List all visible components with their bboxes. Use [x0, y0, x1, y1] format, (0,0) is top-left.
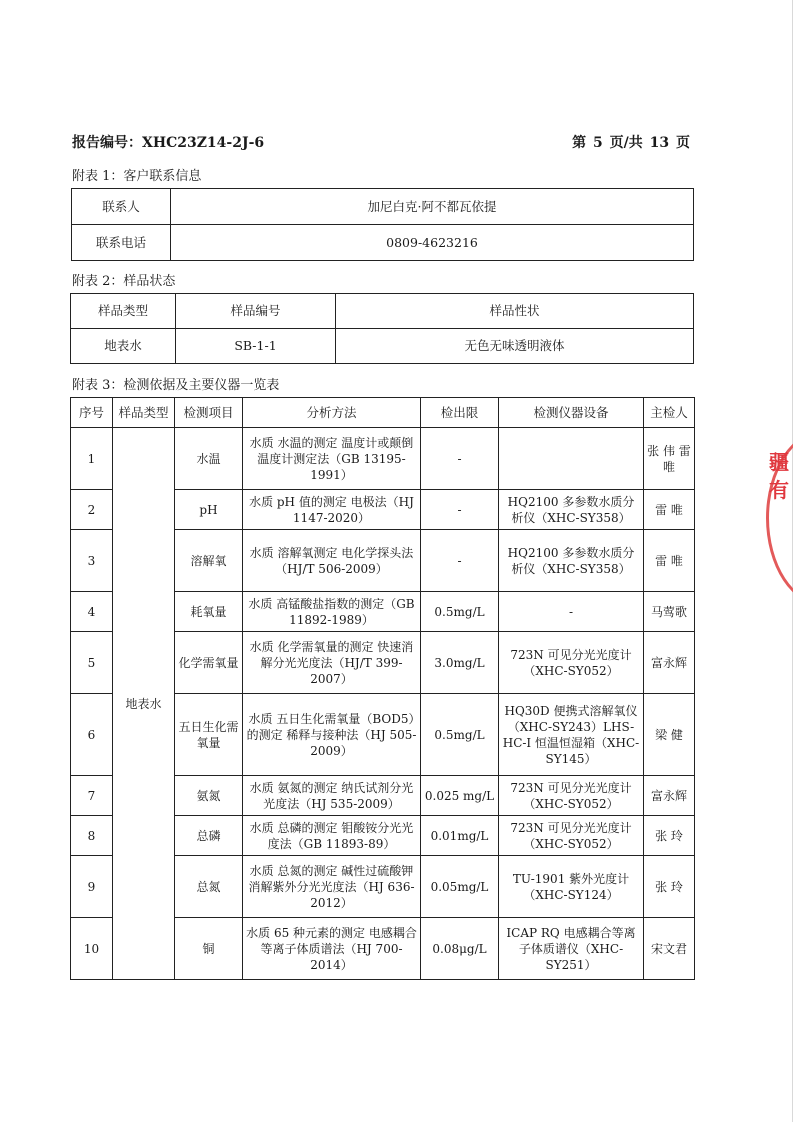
row-inspector: 雷 唯 — [644, 530, 695, 592]
header-sample-id: 样品编号 — [176, 294, 336, 329]
row-no: 4 — [71, 592, 113, 632]
row-item: pH — [175, 490, 243, 530]
header-no: 序号 — [71, 398, 113, 428]
row-instrument: ICAP RQ 电感耦合等离子体质谱仪（XHC-SY251） — [499, 918, 644, 980]
header-sample-type: 样品类型 — [113, 398, 175, 428]
row-item: 氨氮 — [175, 776, 243, 816]
methods-table — [70, 397, 695, 980]
row-method: 水质 总磷的测定 钼酸铵分光光度法（GB 11893-89） — [243, 816, 421, 856]
row-instrument: 723N 可见分光光度计（XHC-SY052） — [499, 632, 644, 694]
row-inspector: 梁 健 — [644, 694, 695, 776]
row-limit: - — [421, 428, 499, 490]
row-method: 水质 氨氮的测定 纳氏试剂分光光度法（HJ 535-2009） — [243, 776, 421, 816]
header-instrument: 检测仪器设备 — [499, 398, 644, 428]
row-item: 溶解氧 — [175, 530, 243, 592]
row-item: 总磷 — [175, 816, 243, 856]
row-item: 水温 — [175, 428, 243, 490]
row-limit: 3.0mg/L — [421, 632, 499, 694]
sample-table-caption: 附表 2：样品状态 — [72, 274, 176, 289]
sample-type-cell: 地表水 — [71, 329, 176, 364]
contact-table-caption: 附表 1：客户联系信息 — [72, 169, 202, 184]
row-no: 7 — [71, 776, 113, 816]
page-number: 第 5 页/共 13 页 — [572, 135, 690, 151]
row-no: 8 — [71, 816, 113, 856]
row-method: 水质 化学需氧量的测定 快速消解分光光度法（HJ/T 399-2007） — [243, 632, 421, 694]
row-no: 6 — [71, 694, 113, 776]
row-instrument — [499, 428, 644, 490]
row-method: 水质 总氮的测定 碱性过硫酸钾消解紫外分光光度法（HJ 636-2012） — [243, 856, 421, 918]
row-inspector: 富永辉 — [644, 632, 695, 694]
table-header-row — [71, 398, 695, 428]
row-method: 水质 pH 值的测定 电极法（HJ 1147-2020） — [243, 490, 421, 530]
row-no: 5 — [71, 632, 113, 694]
row-method: 水质 五日生化需氧量（BOD5）的测定 稀释与接种法（HJ 505-2009） — [243, 694, 421, 776]
row-no: 1 — [71, 428, 113, 490]
row-item: 铜 — [175, 918, 243, 980]
row-inspector: 张 玲 — [644, 816, 695, 856]
row-no: 3 — [71, 530, 113, 592]
row-inspector: 富永辉 — [644, 776, 695, 816]
row-limit: 0.01mg/L — [421, 816, 499, 856]
report-number: 报告编号：XHC23Z14-2J-6 — [72, 135, 265, 151]
official-seal — [758, 430, 793, 600]
seal-text: 疆有 — [769, 450, 789, 502]
header-sample-type: 样品类型 — [71, 294, 176, 329]
contact-phone-value: 0809-4623216 — [171, 225, 694, 261]
header-item: 检测项目 — [175, 398, 243, 428]
table-header-row — [71, 294, 694, 329]
row-instrument: HQ2100 多参数水质分析仪（XHC-SY358） — [499, 530, 644, 592]
row-limit: 0.5mg/L — [421, 694, 499, 776]
row-method: 水质 高锰酸盐指数的测定（GB 11892-1989） — [243, 592, 421, 632]
row-limit: - — [421, 530, 499, 592]
contact-table — [71, 188, 694, 261]
row-method: 水质 65 种元素的测定 电感耦合等离子体质谱法（HJ 700-2014） — [243, 918, 421, 980]
row-limit: 0.05mg/L — [421, 856, 499, 918]
row-method: 水质 溶解氧测定 电化学探头法（HJ/T 506-2009） — [243, 530, 421, 592]
table-row — [72, 225, 694, 261]
contact-person-value: 加尼白克·阿不都瓦依提 — [171, 189, 694, 225]
row-instrument: HQ30D 便携式溶解氧仪（XHC-SY243）LHS-HC-I 恒温恒湿箱（XHC-SY145） — [499, 694, 644, 776]
sample-character-cell: 无色无味透明液体 — [336, 329, 694, 364]
methods-table-caption: 附表 3：检测依据及主要仪器一览表 — [72, 378, 280, 393]
row-item: 化学需氧量 — [175, 632, 243, 694]
row-instrument: 723N 可见分光光度计（XHC-SY052） — [499, 776, 644, 816]
sample-type-cell: 地表水 — [113, 428, 175, 980]
row-no: 10 — [71, 918, 113, 980]
contact-phone-label: 联系电话 — [72, 225, 171, 261]
contact-person-label: 联系人 — [72, 189, 171, 225]
row-item: 五日生化需氧量 — [175, 694, 243, 776]
header-method: 分析方法 — [243, 398, 421, 428]
row-inspector: 雷 唯 — [644, 490, 695, 530]
row-inspector: 张 玲 — [644, 856, 695, 918]
row-no: 9 — [71, 856, 113, 918]
row-instrument: HQ2100 多参数水质分析仪（XHC-SY358） — [499, 490, 644, 530]
header-limit: 检出限 — [421, 398, 499, 428]
row-limit: 0.08μg/L — [421, 918, 499, 980]
header-sample-character: 样品性状 — [336, 294, 694, 329]
row-instrument: - — [499, 592, 644, 632]
header-inspector: 主检人 — [644, 398, 695, 428]
sample-id-cell: SB-1-1 — [176, 329, 336, 364]
row-limit: 0.5mg/L — [421, 592, 499, 632]
table-row — [71, 329, 694, 364]
row-inspector: 马莺歌 — [644, 592, 695, 632]
row-inspector: 宋文君 — [644, 918, 695, 980]
row-item: 总氮 — [175, 856, 243, 918]
row-no: 2 — [71, 490, 113, 530]
row-method: 水质 水温的测定 温度计或颠倒温度计测定法（GB 13195-1991） — [243, 428, 421, 490]
table-row — [71, 428, 695, 490]
row-limit: 0.025 mg/L — [421, 776, 499, 816]
table-row — [72, 189, 694, 225]
row-inspector: 张 伟 雷 唯 — [644, 428, 695, 490]
row-instrument: 723N 可见分光光度计（XHC-SY052） — [499, 816, 644, 856]
report-header — [72, 132, 690, 152]
row-instrument: TU-1901 紫外光度计（XHC-SY124） — [499, 856, 644, 918]
row-limit: - — [421, 490, 499, 530]
row-item: 耗氧量 — [175, 592, 243, 632]
sample-status-table — [70, 293, 694, 364]
